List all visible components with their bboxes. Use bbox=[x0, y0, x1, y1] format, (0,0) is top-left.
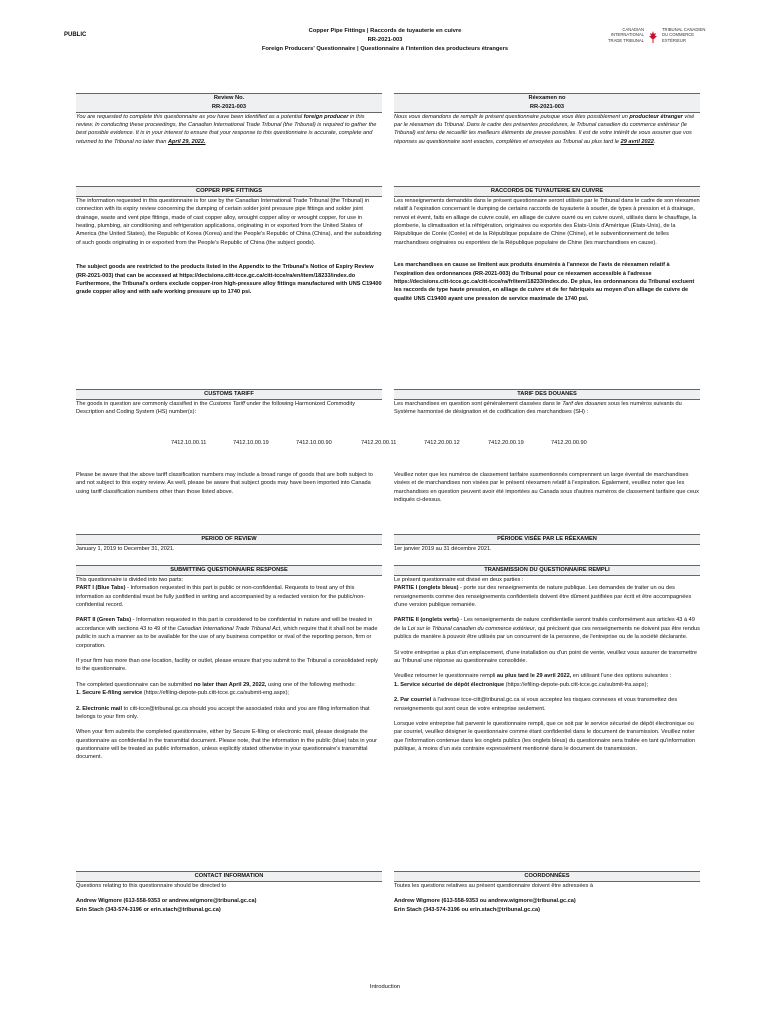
submit-header-fr: TRANSMISSION DU QUESTIONNAIRE REMPLI bbox=[394, 565, 700, 576]
consolidated-reply-fr: Si votre entreprise a plus d'un emplacement, d'une installation ou d'un point de vente, veuillez vous assurer de transmettre au Tribunal une réponse au questionnaire consolidée. bbox=[394, 649, 697, 664]
goods-header-fr: RACCORDS DE TUYAUTERIE EN CUIVRE bbox=[394, 186, 700, 197]
goods-restriction-en: The subject goods are restricted to the products listed in the Appendix to the Tribunal's Notice of Expiry Review (RR-2021-003) that can be accessed at https://decisions.citt-tcce.gc.ca/citt-tcce/ra/en/item/18233/index.do Furthermore, the Tribunal's orders exclude copper-iron high-pressure alloy fittings manufactured with UNS C19400 grade copper alloy and with safe working pressure up to 1740 psi. bbox=[76, 264, 382, 296]
method-efiling-fr: 1. Service sécurisé de dépôt électronique (https://efiling-depote-pub.citt-tcce.gc.ca/submit-fra.aspx); bbox=[394, 681, 649, 688]
period-header-fr: PÉRIODE VISÉE PAR LE RÉEXAMEN bbox=[394, 534, 700, 545]
part-two-en: PART II (Green Tabs) - Information requested in this part is considered to be confidential in nature and will be treated in accordance with sections 43 to 49 of the Canadian International Trade Tribunal Act, which require that it shall not be made public in such a manner as to be available for the use of any business competitor or rival of the reporting person, firm or corporation. bbox=[76, 617, 378, 649]
sheet-tab-label: Introduction bbox=[369, 984, 401, 990]
part-one-fr: PARTIE I (onglets bleus) - porte sur des renseignements de nature publique. Les demandes de traiter un ou des renseignements comme des renseignements confidentiels doivent être dûment justifiées par écrit et être accompagnées d'une version publique remaniée. bbox=[394, 585, 692, 608]
public-label: PUBLIC bbox=[64, 32, 87, 38]
review-section-fr bbox=[394, 93, 700, 146]
tariff-text-en: The goods in question are commonly classified in the Customs Tariff under the following Harmonized Commodity Description and Coding System (HS) number(s): bbox=[76, 400, 356, 416]
tariff-note-fr-block bbox=[394, 471, 700, 505]
period-header-en: PERIOD OF REVIEW bbox=[76, 534, 382, 545]
tariff-code: 7412.20.00.90 bbox=[551, 440, 587, 446]
tariff-code: 7412.10.00.19 bbox=[233, 440, 269, 446]
tribunal-logo bbox=[598, 27, 710, 49]
goods-section-fr bbox=[394, 186, 700, 303]
contact-person: Andrew Wigmore (613-558-9353 or andrew.wigmore@tribunal.gc.ca) bbox=[76, 898, 257, 905]
tariff-code: 7412.20.00.19 bbox=[488, 440, 524, 446]
contact-person: Erin Stach (343-574-3196 ou erin.stach@tribunal.gc.ca) bbox=[394, 906, 540, 913]
period-text-en: January 1, 2019 to December 31, 2021. bbox=[76, 545, 175, 552]
review-intro-en: You are requested to complete this questionnaire as you have been identified as a potential foreign producer in this review. In conducting these proceedings, the Canadian International Trade Tribunal (the Tribunal) is required to gather the best possible evidence. It is in your interest to ensure that your response to this questionnaire is accurate, complete and returned to the Tribunal no later than April 29, 2022. bbox=[76, 113, 377, 145]
contact-person: Andrew Wigmore (613-558-9353 ou andrew.wigmore@tribunal.gc.ca) bbox=[394, 898, 576, 905]
contact-text-en: Questions relating to this questionnaire should be directed to bbox=[76, 882, 227, 889]
confidential-designation-en: When your firm submits the completed questionnaire, either by Secure E-filing or electronic mail, please designate the questionnaire as confidential in the transmittal document. Please note, that the information in the public (blue) tabs in your questionnaire will be treated as public information, unless explicitly stated otherwise in your questionnaire's transmittal document. bbox=[76, 729, 377, 761]
contact-section-fr bbox=[394, 871, 700, 914]
method-email-fr: 2. Par courriel à l'adresse tcce-citt@tribunal.gc.ca si vous acceptez les risques connexes et vous transmettez des renseignements qui sont ceux de votre entreprise seulement. bbox=[394, 697, 678, 712]
contact-person: Erin Stach (343-574-3196 or erin.stach@tribunal.gc.ca) bbox=[76, 906, 221, 913]
logo-text-en: CANADIAN INTERNATIONAL TRADE TRIBUNAL bbox=[608, 27, 644, 43]
tariff-code: 7412.10.00.11 bbox=[171, 440, 207, 446]
contact-section-en bbox=[76, 871, 382, 914]
canada-flag-icon bbox=[647, 29, 659, 45]
tariff-note-en: Please be aware that the above tariff classification numbers may include a broad range of goods that are both subject to and not subject to this expiry review. As well, please be aware that subject goods may have been imported into Canada using tariff classification numbers other than those listed above. bbox=[76, 472, 373, 495]
tariff-note-fr: Veuillez noter que les numéros de classement tarifaire susmentionnés comprennent un large éventail de marchandises visées et de marchandises non visées par le présent réexamen relatif à l'expiration. Également, veuillez noter que les marchandises en question peuvent avoir été importées au Canada sous d'autres numéros de classement tarifaire que ceux indiqués ci-dessus. bbox=[394, 472, 699, 504]
confidential-designation-fr: Lorsque votre entreprise fait parvenir le questionnaire rempli, que ce soit par le service sécurisé de dépôt électronique ou par courriel, veuillez désigner le questionnaire comme étant confidentiel dans le document de transmission. Veuillez noter que l'information contenue dans les onglets publics (les onglets bleus) du questionnaire sera traitée en tant qu'information publique, à moins d'un avis contraire expressément mentionné dans le document de transmission. bbox=[394, 720, 695, 753]
tariff-section-en bbox=[76, 389, 382, 417]
tariff-header-en: CUSTOMS TARIFF bbox=[76, 389, 382, 400]
contact-header-en: CONTACT INFORMATION bbox=[76, 871, 382, 882]
submit-section-fr: TRANSMISSION DU QUESTIONNAIRE REMPLI Le présent questionnaire est divisé en deux parties : PARTIE I (onglets bleus) - porte sur des renseignements de nature publique. Les demandes de traiter un ou des renseignements comme des renseignements confidentiels doivent être dûment justifiées par écrit et être accompagnées d'une version publique remaniée. PARTIE II (onglets verts) - Les renseignements de nature confidentielle seront traités conformément aux articles 43 à 49 de la Loi sur le Tribunal canadien du commerce extérieur, qui précisent que ces renseignements ne doivent pas être rendus publics de manière à pouvoir être utilisés par un concurrent de la personne, de l'entreprise ou de la société déclarante. Si votre entreprise a plus d'un emplacement, d'une installation ou d'un point de vente, veuillez vous assurer de transmettre au Tribunal une réponse au questionnaire consolidée. Veuillez retourner le questionnaire rempli au plus tard le 29 avril 2022, en utilisant l'une des options suivantes : 1. Service sécurisé de dépôt électronique (https://efiling-depote-pub.citt-tcce.gc.ca/submit-fra.aspx); 2. Par courriel à l'adresse tcce-citt@tribunal.gc.ca si vous acceptez les risques connexes et vous transmettez des renseignements qui sont ceux de votre entreprise seulement. Lorsque votre entreprise fait parvenir le questionnaire rempli, que ce soit par le service sécurisé de dépôt électronique ou par courriel, veuillez désigner le questionnaire comme étant confidentiel dans le document de transmission. Veuillez noter que l'information contenue dans les onglets publics (les onglets bleus) du questionnaire sera traitée en tant qu'information publique, à moins d'un avis contraire expressément mentionné dans le document de transmission. bbox=[394, 567, 700, 753]
tariff-header-fr: TARIF DES DOUANES bbox=[394, 389, 700, 400]
contact-text-fr: Toutes les questions relatives au présent questionnaire doivent être adressées à bbox=[394, 882, 594, 889]
part-one-en: PART I (Blue Tabs) - Information requested in this part is public or non-confidential. Requests to treat any of this information as confidential must be fully justified in writing and accompanied by a redacted version for the public/non-confidential record. bbox=[76, 585, 366, 608]
submit-header-en: SUBMITTING QUESTIONNAIRE RESPONSE bbox=[76, 565, 382, 576]
header-subtitle: Foreign Producers' Questionnaire | Questionnaire à l'intention des producteurs étrangers bbox=[261, 45, 509, 52]
submission-deadline-fr: Veuillez retourner le questionnaire rempli au plus tard le 29 avril 2022, en utilisant l'une des options suivantes : bbox=[394, 673, 672, 680]
part-two-fr: PARTIE II (onglets verts) - Les renseignements de nature confidentielle seront traités conformément aux articles 43 à 49 de la Loi sur le Tribunal canadien du commerce extérieur, qui précisent que ces renseignements ne doivent pas être rendus publics de manière à pouvoir être utilisés par un concurrent de la personne, de l'entreprise ou de la société déclarante. bbox=[394, 617, 700, 641]
review-number-header-fr: Réexamen no RR-2021-003 bbox=[394, 93, 700, 113]
header-case-number: RR-2021-003 bbox=[367, 36, 403, 43]
goods-description-en: The information requested in this questionnaire is for use by the Canadian International Trade Tribunal (the Tribunal) in connection with its expiry review concerning the dumping of certain solder joint pressure pipe fittings and solder joint drainage, waste and vent pipe fittings, made of cast copper alloy, wrought copper alloy or wrought copper, for use in heating, plumbing, air conditioning and refrigeration applications, originating in or exported from the United States of America (the United States), the Republic of Korea (Korea) and the People's Republic of China (China), and the subsidizing of such goods originating in or exported from the People's Republic of China (the subject goods). bbox=[76, 197, 382, 246]
submission-deadline-en: The completed questionnaire can be submitted no later than April 29, 2022, using one of the following methods: bbox=[76, 681, 356, 688]
tariff-text-fr: Les marchandises en question sont généralement classées dans le Tarif des douanes sous les numéros suivants du Système harmonisé de désignation et de codification des marchandises (SH) : bbox=[394, 400, 682, 416]
tariff-section-fr bbox=[394, 389, 700, 417]
submit-section-en: SUBMITTING QUESTIONNAIRE RESPONSE This questionnaire is divided into two parts: PART I (Blue Tabs) - Information requested in this part is public or non-confidential. Requests to treat any of this information as confidential must be fully justified in writing and accompanied by a redacted version for the public/non-confidential record. PART II (Green Tabs) - Information requested in this part is considered to be confidential in nature and will be treated in accordance with sections 43 to 49 of the Canadian International Trade Tribunal Act, which require that it shall not be made public in such a manner as to be available for the use of any business competitor or rival of the reporting person, firm or corporation. If your firm has more than one location, facility or outlet, please ensure that you submit to the Tribunal a consolidated reply to the questionnaire. The completed questionnaire can be submitted no later than April 29, 2022, using one of the following methods: 1. Secure E-filing service (https://efiling-depote-pub.citt-tcce.gc.ca/submit-eng.aspx); 2. Electronic mail to citt-tcce@tribunal.gc.ca should you accept the associated risks and you are filing information that belongs to your firm only. When your firm submits the completed questionnaire, either by Secure E-filing or electronic mail, please designate the questionnaire as confidential in the transmittal document. Please note, that the information in the public (blue) tabs in your questionnaire will be treated as public information, unless explicitly stated otherwise in your questionnaire's transmittal document. bbox=[76, 565, 382, 762]
logo-text-fr: TRIBUNAL CANADIEN DU COMMERCE EXTÉRIEUR bbox=[662, 27, 706, 43]
period-section-en bbox=[76, 534, 382, 553]
review-number-header: Review No. RR-2021-003 bbox=[76, 93, 382, 113]
method-email-en: 2. Electronic mail to citt-tcce@tribunal.gc.ca should you accept the associated risks and you are filing information that belongs to your firm only. bbox=[76, 705, 370, 720]
period-section-fr bbox=[394, 534, 700, 553]
consolidated-reply-en: If your firm has more than one location, facility or outlet, please ensure that you submit to the Tribunal a consolidated reply to the questionnaire. bbox=[76, 657, 378, 673]
tariff-code: 7412.20.00.11 bbox=[361, 440, 397, 446]
document-header bbox=[230, 27, 540, 54]
contact-header-fr: COORDONNÉES bbox=[394, 871, 700, 882]
header-title: Copper Pipe Fittings | Raccords de tuyauterie en cuivre bbox=[308, 28, 462, 34]
review-section-en bbox=[76, 93, 382, 146]
tariff-code: 7412.10.00.90 bbox=[296, 440, 332, 446]
tariff-note-en-block bbox=[76, 471, 382, 496]
review-intro-fr: Nous vous demandons de remplir le présent questionnaire puisque vous êtes possiblement un producteur étranger visé par le réexamen du Tribunal. Dans le cadre des présentes procédures, le Tribunal canadien du commerce extérieur (le Tribunal) est tenu de recueillir les meilleurs éléments de preuve possibles. Il est de votre intérêt de vous assurer que vos réponses au questionnaire sont exactes, complètes et envoyées au Tribunal au plus tard le 29 avril 2022. bbox=[394, 113, 695, 145]
goods-restriction-fr: Les marchandises en cause se limitent aux produits énumérés à l'annexe de l'avis de réexamen relatif à l'expiration des ordonnances (RR-2021-003) du Tribunal pour ce réexamen accessible à l'adresse https://decisions.citt-tcce.gc.ca/citt-tcce/ra/fr/item/18233/index.do. De plus, les ordonnances du Tribunal excluent les raccords de type haute pression, en alliage de cuivre et de fer fabriqués au moyen d'un alliage de cuivre de qualité UNS C19400 ayant une pression de service maximale de 1740 psi. bbox=[394, 262, 695, 302]
tariff-code: 7412.20.00.12 bbox=[424, 440, 460, 446]
goods-section-en bbox=[76, 186, 382, 297]
goods-description-fr: Les renseignements demandés dans le présent questionnaire seront utilisés par le Tribunal dans le cadre de son réexamen relatif à l'expiration concernant le dumping de certains raccords de tuyauterie à souder, de types à pression et à drainage, renvoi et évent, faits en alliage de cuivre coulé, en alliage de cuivre ouvré ou en cuivre ouvré, utilisés dans le chauffage, la plomberie, la climatisation et la réfrigération, originaires ou exportés des États-Unis d'Amérique (États-Unis), de la République de Corée (Corée) et de la République populaire de Chine (Chine), et le subventionnement de telles marchandises originaires ou exportées de la République populaire de Chine (les marchandises en cause). bbox=[394, 197, 700, 246]
method-efiling-en: 1. Secure E-filing service (https://efiling-depote-pub.citt-tcce.gc.ca/submit-eng.aspx); bbox=[76, 690, 289, 697]
period-text-fr: 1er janvier 2019 au 31 décembre 2021. bbox=[394, 545, 492, 552]
goods-header-en: COPPER PIPE FITTINGS bbox=[76, 186, 382, 197]
